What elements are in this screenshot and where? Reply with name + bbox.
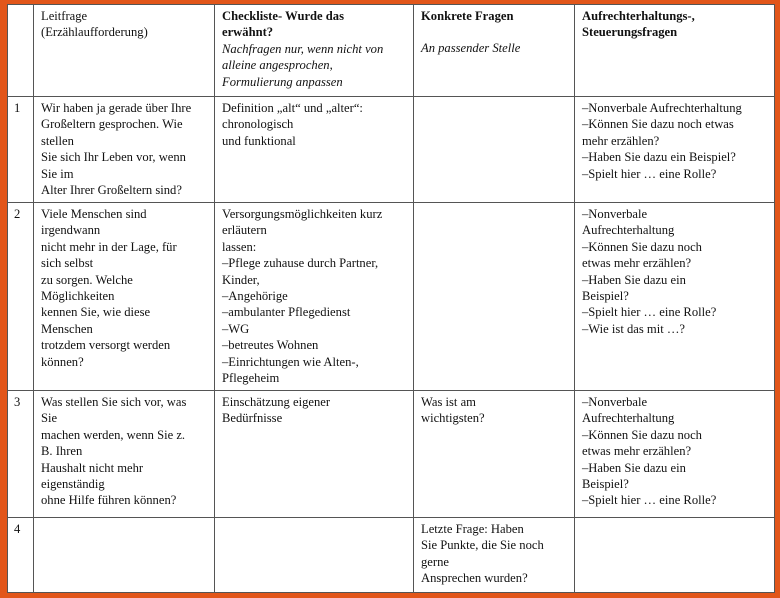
header-cell-konkrete-fragen	[414, 5, 575, 97]
checkliste-cell: Definition „alt“ und „alter“: chronologisch und funktional	[215, 97, 414, 203]
header-cell-leitfrage	[34, 5, 215, 97]
row-number: 3	[8, 391, 34, 518]
interview-guide-table	[7, 4, 775, 593]
leitfrage-cell	[34, 518, 215, 593]
header-cell-steuerungsfragen	[575, 5, 775, 97]
steuerungsfragen-cell: –Nonverbale Aufrechterhaltung –Können Sie dazu noch etwas mehr erzählen? –Haben Sie dazu ein Beispiel? –Spielt hier … eine Rolle? –Wie ist das mit …?	[575, 203, 775, 391]
table-row	[8, 391, 775, 518]
konkrete-fragen-cell	[414, 97, 575, 203]
row-number: 1	[8, 97, 34, 203]
header-title: Konkrete Fragen	[421, 9, 514, 23]
table-row	[8, 203, 775, 391]
row-number: 4	[8, 518, 34, 593]
header-note: Formulierung anpassen	[222, 74, 343, 89]
steuerungsfragen-cell	[575, 518, 775, 593]
table-row	[8, 518, 775, 593]
steuerungsfragen-cell: –Nonverbale Aufrechterhaltung –Können Sie dazu noch etwas mehr erzählen? –Haben Sie dazu ein Beispiel? –Spielt hier … eine Rolle?	[575, 97, 775, 203]
header-cell-number	[8, 5, 34, 97]
header-note: Nachfragen nur, wenn nicht von	[222, 41, 384, 56]
header-text: (Erzählaufforderung)	[41, 25, 148, 40]
header-row	[8, 5, 775, 97]
checkliste-cell: Einschätzung eigener Bedürfnisse	[215, 391, 414, 518]
header-title: Steuerungsfragen	[582, 25, 678, 40]
konkrete-fragen-cell: Was ist am wichtigsten?	[414, 391, 575, 518]
header-text: Leitfrage	[41, 9, 88, 23]
leitfrage-cell: Wir haben ja gerade über Ihre Großeltern gesprochen. Wie stellen Sie sich Ihr Leben vor, wenn Sie im Alter Ihrer Großeltern sind?	[34, 97, 215, 203]
header-title: erwähnt?	[222, 25, 274, 40]
konkrete-fragen-cell: Letzte Frage: Haben Sie Punkte, die Sie noch gerne Ansprechen wurden?	[414, 518, 575, 593]
document-page	[7, 4, 774, 592]
table-row	[8, 97, 775, 203]
header-cell-checkliste	[215, 5, 414, 97]
konkrete-fragen-cell	[414, 203, 575, 391]
checkliste-cell	[215, 518, 414, 593]
leitfrage-cell: Was stellen Sie sich vor, was Sie machen werden, wenn Sie z. B. Ihren Haushalt nicht mehr eigenständig ohne Hilfe führen können?	[34, 391, 215, 518]
header-title: Aufrechterhaltungs-,	[582, 9, 695, 23]
leitfrage-cell: Viele Menschen sind irgendwann nicht mehr in der Lage, für sich selbst zu sorgen. Welche Möglichkeiten kennen Sie, wie diese Menschen trotzdem versorgt werden können?	[34, 203, 215, 391]
header-note: alleine angesprochen,	[222, 58, 333, 73]
steuerungsfragen-cell: –Nonverbale Aufrechterhaltung –Können Sie dazu noch etwas mehr erzählen? –Haben Sie dazu ein Beispiel? –Spielt hier … eine Rolle?	[575, 391, 775, 518]
checkliste-cell: Versorgungsmöglichkeiten kurz erläutern lassen: –Pflege zuhause durch Partner, Kinder, –Angehörige –ambulanter Pflegedienst –WG –betreutes Wohnen –Einrichtungen wie Alten-, Pflegeheim	[215, 203, 414, 391]
header-note: An passender Stelle	[421, 41, 521, 56]
row-number: 2	[8, 203, 34, 391]
header-title: Checkliste- Wurde das	[222, 9, 344, 23]
